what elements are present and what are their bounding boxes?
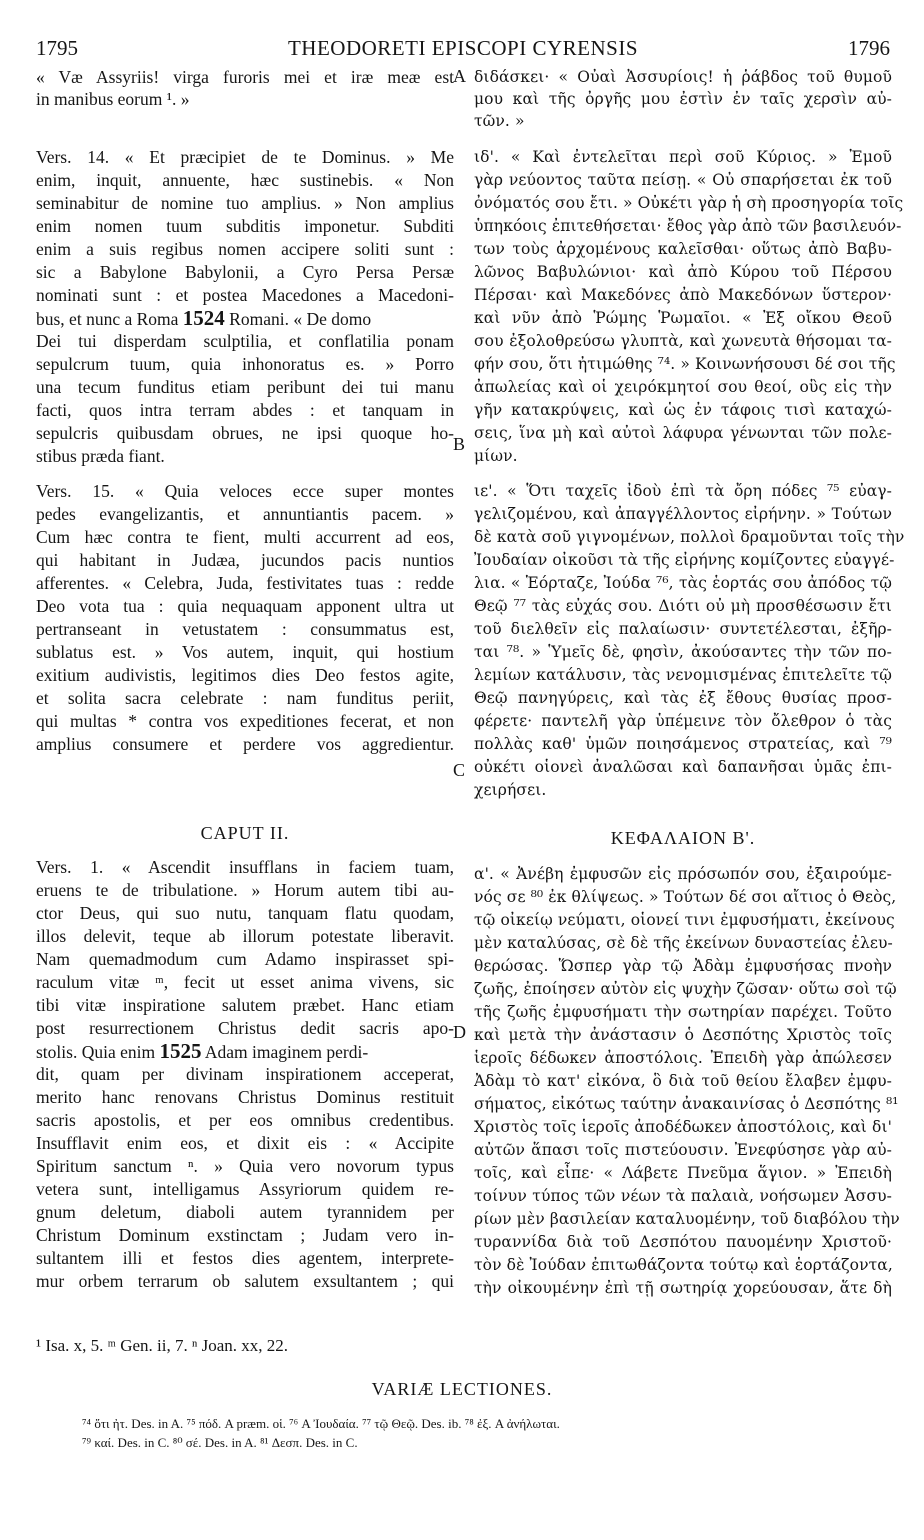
greek-line: Ἰουδαίαν οἰκοῦσι τὰ τῆς εἰρήνης κομίζοντες εὐαγγέ-	[474, 551, 895, 569]
latin-line: afferentes. « Celebra, Juda, festivitates tuas : redde	[36, 573, 454, 593]
greek-line: μὲν καταλύσας, σὲ δὲ τῆς ἐκείνων δυναστείας ἐλευ-	[474, 934, 893, 952]
greek-line: νός σε ⁸⁰ ἐκ θλίψεως. » Τούτων δέ σοι αἴτιος ὁ Θεὸς,	[474, 888, 897, 906]
greek-line: σήματος, εἰκότως ταύτην ἀνακαινίσας ὁ Δεσπότης ⁸¹	[474, 1095, 899, 1113]
greek-line: καὶ μετὰ τὴν ἀνάστασιν ὁ Δεσπότης Χριστὸς τοῖς	[474, 1026, 892, 1044]
latin-line: stibus præda fiant.	[36, 446, 165, 466]
latin-line: Dei tui disperdam sculptilia, et conflatilia ponam	[36, 331, 454, 351]
greek-line: τοῖς, καὶ εἶπε· « Λάβετε Πνεῦμα ἅγιον. » Ἐπειδὴ	[474, 1164, 892, 1182]
column-number: 1525	[159, 1039, 202, 1063]
greek-line: γὰρ νεύοντος ταῦτα πείσῃ. « Οὐ σπαρήσεται ἐκ τοῦ	[474, 171, 892, 189]
greek-line: τοῦ διελθεῖν εἰς παλαίωσιν· συντετέλεσται, ἐξῆρ-	[474, 620, 892, 638]
latin-line: Insufflavit enim eos, et dixit eis : « Accipite	[36, 1133, 454, 1153]
latin-line: sacris apostolis, et per eos omnibus credentibus.	[36, 1110, 454, 1130]
column-number: 1524	[182, 306, 225, 330]
greek-line: λῶνος Βαβυλώνιοι· καὶ ἀπὸ Κύρου τοῦ Πέρσου	[474, 263, 892, 281]
greek-line: πολλὰς καθ' ὑμῶν ποιησάμενος στρατείας, καὶ ⁷⁹	[474, 735, 892, 753]
latin-line: tibi vitæ inspiratione salutem præbet. Hanc etiam	[36, 995, 454, 1015]
greek-line: ιε'. « Ὅτι ταχεῖς ἰδοὺ ἐπὶ τὰ ὄρη πόδες ⁷⁵ εὐαγ-	[474, 482, 892, 500]
greek-line: τοίνυν τύπος τῶν νέων τὰ παλαιὰ, νοήσωμεν Ἀσσυ-	[474, 1187, 892, 1205]
latin-line: « Væ Assyriis! virga furoris mei et iræ meæ est	[36, 67, 454, 87]
latin-line: sultantem illi et festos dies agentem, interprete-	[36, 1248, 454, 1268]
greek-line: μου καὶ τῆς ὀργῆς μου ἐστὶν ἐν ταῖς χερσὶν αὐ-	[474, 90, 892, 108]
footnotes: ¹ Isa. x, 5. ᵐ Gen. ii, 7. ⁿ Joan. xx, 22.	[36, 1336, 289, 1355]
latin-line: nominati sunt : et postea Macedones a Macedoni-	[36, 285, 454, 305]
latin-line: enim nomen tuum subditis imponetur. Subditi	[36, 216, 454, 236]
latin-line: enim a suis regibus nomen accipere soliti sunt :	[36, 239, 454, 259]
greek-line	[474, 1300, 892, 1322]
latin-line: sepulcris quibusdam obrues, ne ipsi quoque ho-	[36, 423, 454, 443]
greek-line: τῆς ζωῆς ἐμφυσήματι τὴν σωτηρίαν παρέχει. Τοῦτο	[474, 1003, 892, 1021]
greek-line: α'. « Ἀνέβη ἐμφυσῶν εἰς πρόσωπόν σου, ἐξαιρούμε-	[474, 865, 892, 883]
latin-line: pedes evangelizantis, et annuntiantis pacem. »	[36, 504, 454, 524]
latin-line-part: Adam imaginem perdi-	[204, 1042, 369, 1062]
greek-line: τὸν δὲ Ἰούδαν ἐπιτωθάζοντα τούτῳ καὶ ἑορτάζοντα,	[474, 1256, 893, 1274]
greek-line: ὑπηκόοις ἐπιτεθήσεται· ἔθος γὰρ ἀπὸ τῶν βασιλευόν-	[474, 217, 902, 235]
greek-line: ιδ'. « Καὶ ἐντελεῖται περὶ σοῦ Κύριος. » Ἐμοῦ	[474, 148, 892, 166]
latin-line: merito hanc renovans Christus Dominus restituit	[36, 1087, 454, 1107]
variae-lectiones-line: ⁷⁴ ὅτι ἠτ. Des. in A. ⁷⁵ πόδ. A præm. οἱ. ⁷⁶ A Ἰουδαία. ⁷⁷ τῷ Θεῷ. Des. ib. ⁷⁸ ἐξ. A ἀνήλωται.	[82, 1416, 560, 1431]
greek-line: λεμίων κατάλυσιν, τὰς νενομισμένας ἐπιτελεῖτε τῷ	[474, 666, 892, 684]
latin-line: seminabitur de nomine tuo amplius. » Non amplius	[36, 193, 454, 213]
latin-line: Christum Dominum exstinctam ; Judam vero in-	[36, 1225, 454, 1245]
greek-line: Χριστὸς τοῖς ἱεροῖς ἀποδέδωκεν ἀποστόλοις, καὶ δι'	[474, 1118, 892, 1136]
latin-line: Deo vota tua : quia nequaquam apponent ultra ut	[36, 596, 454, 616]
latin-line: mur orbem terrarum ob salutem exsultantem ; qui	[36, 1271, 454, 1291]
greek-line: Θεῷ ⁷⁷ τὰς εὐχάς σου. Διότι οὐ μὴ προσθέσωσιν ἔτι	[474, 597, 892, 615]
latin-line: Cum hæc contra te fient, multi accurrent ad eos,	[36, 527, 454, 547]
greek-line: ἀπωλείας καὶ οἱ χειρόκμητοί σου θεοί, οὓς εἰς τὴν	[474, 378, 892, 396]
latin-line-part: Romani. « De domo	[229, 309, 372, 329]
greek-line: τῶν. »	[474, 112, 525, 130]
running-title: THEODORETI EPISCOPI CYRENSIS	[287, 36, 639, 60]
latin-line: ctor Deus, qui suo nutu, tanquam flatu quodam,	[36, 903, 454, 923]
latin-line: enim, inquit, annuente, hæc sustinebis. « Non	[36, 170, 454, 190]
latin-line: raculum vitæ ᵐ, fecit ut esset anima vivens, sic	[36, 972, 454, 992]
greek-line: οὐκέτι οἱονεὶ ἀναλῶσαι καὶ δαπανῆσαι ὑμᾶς ἐπι-	[474, 758, 892, 776]
latin-line: post resurrectionem Christus dedit sacris apo-	[36, 1018, 454, 1038]
greek-line: τυραννίδα διὰ τοῦ Δεσπότου παυομένην Χριστοῦ·	[474, 1233, 892, 1251]
latin-line: pertranseant in vetustatem : consummatus est,	[36, 619, 454, 639]
greek-line: αὐτῶν ἅπασι τοῖς πιστεύουσιν. Ἐνεφύσησε γὰρ αὐ-	[474, 1141, 892, 1159]
latin-line: et solita sacra celebrate : nam funditus periit,	[36, 688, 454, 708]
greek-line: φέρετε· παντελῆ γὰρ ὑπέμεινε τὸν ὄλεθρον ὁ τὰς	[474, 712, 892, 730]
latin-line-with-column-number	[36, 1040, 454, 1062]
latin-line: eruens te de tribulatione. » Horum autem tibi au-	[36, 880, 454, 900]
latin-line: exitium audivistis, legitimos dies Deo festos agite,	[36, 665, 454, 685]
greek-line: τὴν οἰκουμένην ἐπὶ τῇ σωτηρίᾳ χορεύουσαν, ἅτε δὴ	[474, 1279, 892, 1297]
greek-line: χειρήσει.	[474, 781, 547, 799]
latin-line-part: bus, et nunc a Roma	[36, 309, 179, 329]
margin-letter-a: A	[453, 66, 466, 86]
latin-line: Vers. 15. « Quia veloces ecce super montes	[36, 481, 454, 501]
greek-line: Πέρσαι· καὶ Μακεδόνες ἀπὸ Μακεδόνων ὕστερον·	[474, 286, 892, 304]
section-heading-greek: ΚΕΦΑΛΑΙΟΝ Β'.	[610, 828, 756, 848]
greek-line: σου ἐξολοθρεύσω γλυπτὰ, καὶ χωνευτὰ θήσομαι τα-	[474, 332, 892, 350]
latin-line: sepulcrum tuum, quia inhonoratus es. » Porro	[36, 354, 454, 374]
latin-line: sic a Babylone Babylonii, a Cyro Persa Persæ	[36, 262, 454, 282]
greek-line: γελιζομένου, καὶ ἀπαγγέλλοντος εἰρήνην. » Τούτων	[474, 505, 892, 523]
latin-line: qui multas * contra vos expeditiones fecerat, et non	[36, 711, 454, 731]
latin-line-part: stolis. Quia enim	[36, 1042, 156, 1062]
latin-line: Vers. 1. « Ascendit insufflans in faciem tuam,	[36, 857, 454, 877]
latin-line: facti, quos intra terram abdes : et tanquam in	[36, 400, 454, 420]
greek-line: ρίων μὲν βασιλείαν καταλυομένην, τοῦ διαβόλου τὴν	[474, 1210, 900, 1228]
latin-line: Vers. 14. « Et præcipiet de te Dominus. » Me	[36, 147, 454, 167]
latin-line: gnum deletum, diaboli autem tyrannidem per	[36, 1202, 454, 1222]
greek-line: Ἀδὰμ τὸ κατ' εἰκόνα, ὃ διὰ τοῦ θείου ἔλαβεν ἐμφυ-	[474, 1072, 892, 1090]
variae-lectiones-line: ⁷⁹ καί. Des. in C. ⁸⁰ σέ. Des. in A. ⁸¹ Δεσπ. Des. in C.	[82, 1435, 358, 1450]
latin-line: dit, quam per divinam inspirationem acceperat,	[36, 1064, 454, 1084]
latin-line: Spiritum sanctum ⁿ. » Quia vero novorum typus	[36, 1156, 454, 1176]
greek-line: ται ⁷⁸. » Ὑμεῖς δὲ, φησὶν, ἀκούσαντες τὴν τῶν πο-	[474, 643, 892, 661]
greek-line: θερώσας. Ὥσπερ γὰρ τῷ Ἀδὰμ ἐμφυσήσας πνοὴν	[474, 957, 892, 975]
greek-line: ζωῆς, ἐποίησεν αὐτὸν εἰς ψυχὴν ζῶσαν· οὕτω σοὶ τῷ	[474, 980, 897, 998]
latin-line: in manibus eorum ¹. »	[36, 89, 190, 109]
greek-line: φήν σου, ὅτι ἠτιμώθης ⁷⁴. » Κοινωνήσουσι δέ σοι τῆς	[474, 355, 896, 373]
latin-line-with-column-number	[36, 307, 454, 329]
greek-line: ἱεροῖς δέδωκεν ἀποστόλοις. Ἐπειδὴ γὰρ ἀπώλεσεν	[474, 1049, 892, 1067]
greek-line: γῆν κατακρύψεις, καὶ ὡς ἐν τάφοις τισὶ καταχώ-	[474, 401, 892, 419]
latin-line: sublatus est. » Vos autem, inquit, qui hostium	[36, 642, 454, 662]
latin-line: vetera sunt, intelligamus Assyriorum quidem re-	[36, 1179, 454, 1199]
latin-line: qui habitant in Judæa, jucundos pacis nuntios	[36, 550, 454, 570]
greek-line: διδάσκει· « Οὐαὶ Ἀσσυρίοις! ἡ ῥάβδος τοῦ θυμοῦ	[474, 68, 892, 86]
latin-line: una tecum funditus etiam peribunt dei tui manu	[36, 377, 454, 397]
latin-line: illos delevit, teque ab illorum potestate liberavit.	[36, 926, 454, 946]
greek-line: μίων.	[474, 447, 518, 465]
greek-line: ὀνόματός σου ἔτι. » Οὐκέτι γὰρ ἡ σὴ προσηγορία τοῖς	[474, 194, 904, 212]
page-header	[36, 36, 890, 66]
greek-line: των τοὺς ἀρχομένους καλεῖσθαι· οὕτως ἀπὸ Βαβυ-	[474, 240, 892, 258]
greek-line: Θεῷ πανηγύρεις, καὶ τὰς ἐξ ἔθους θυσίας προσ-	[474, 689, 892, 707]
latin-line: Nam quemadmodum cum Adamo inspirasset spi-	[36, 949, 454, 969]
greek-line: καὶ νῦν ἀπὸ Ῥώμης Ῥωμαῖοι. « Ἐξ οἴκου Θεοῦ	[474, 309, 892, 327]
section-heading-latin: CAPUT II.	[200, 823, 290, 843]
greek-line: λια. « Ἑόρταζε, Ἰούδα ⁷⁶, τὰς ἑορτάς σου ἀπόδος τῷ	[474, 574, 892, 592]
page-number-left: 1795	[36, 36, 78, 60]
page-number-right: 1796	[848, 36, 890, 60]
margin-letter-d: D	[453, 1022, 466, 1042]
greek-line: τῷ οἰκείῳ νεύματι, οἱονεί τινι ἐμφυσήματι, ἐκείνους	[474, 911, 895, 929]
margin-letter-c: C	[453, 760, 466, 780]
margin-letter-b: B	[453, 434, 466, 454]
latin-line: amplius consumere et perdere vos aggredientur.	[36, 734, 454, 754]
greek-line: σεις, ἵνα μὴ καὶ αὐτοὶ λάφυρα γένωνται τῶν πολε-	[474, 424, 892, 442]
variae-lectiones-title: VARIÆ LECTIONES.	[371, 1379, 553, 1399]
greek-line: δὲ κατὰ σοῦ γιγνομένων, πολλοὶ δραμοῦνται τοῖς τὴν	[474, 528, 905, 546]
